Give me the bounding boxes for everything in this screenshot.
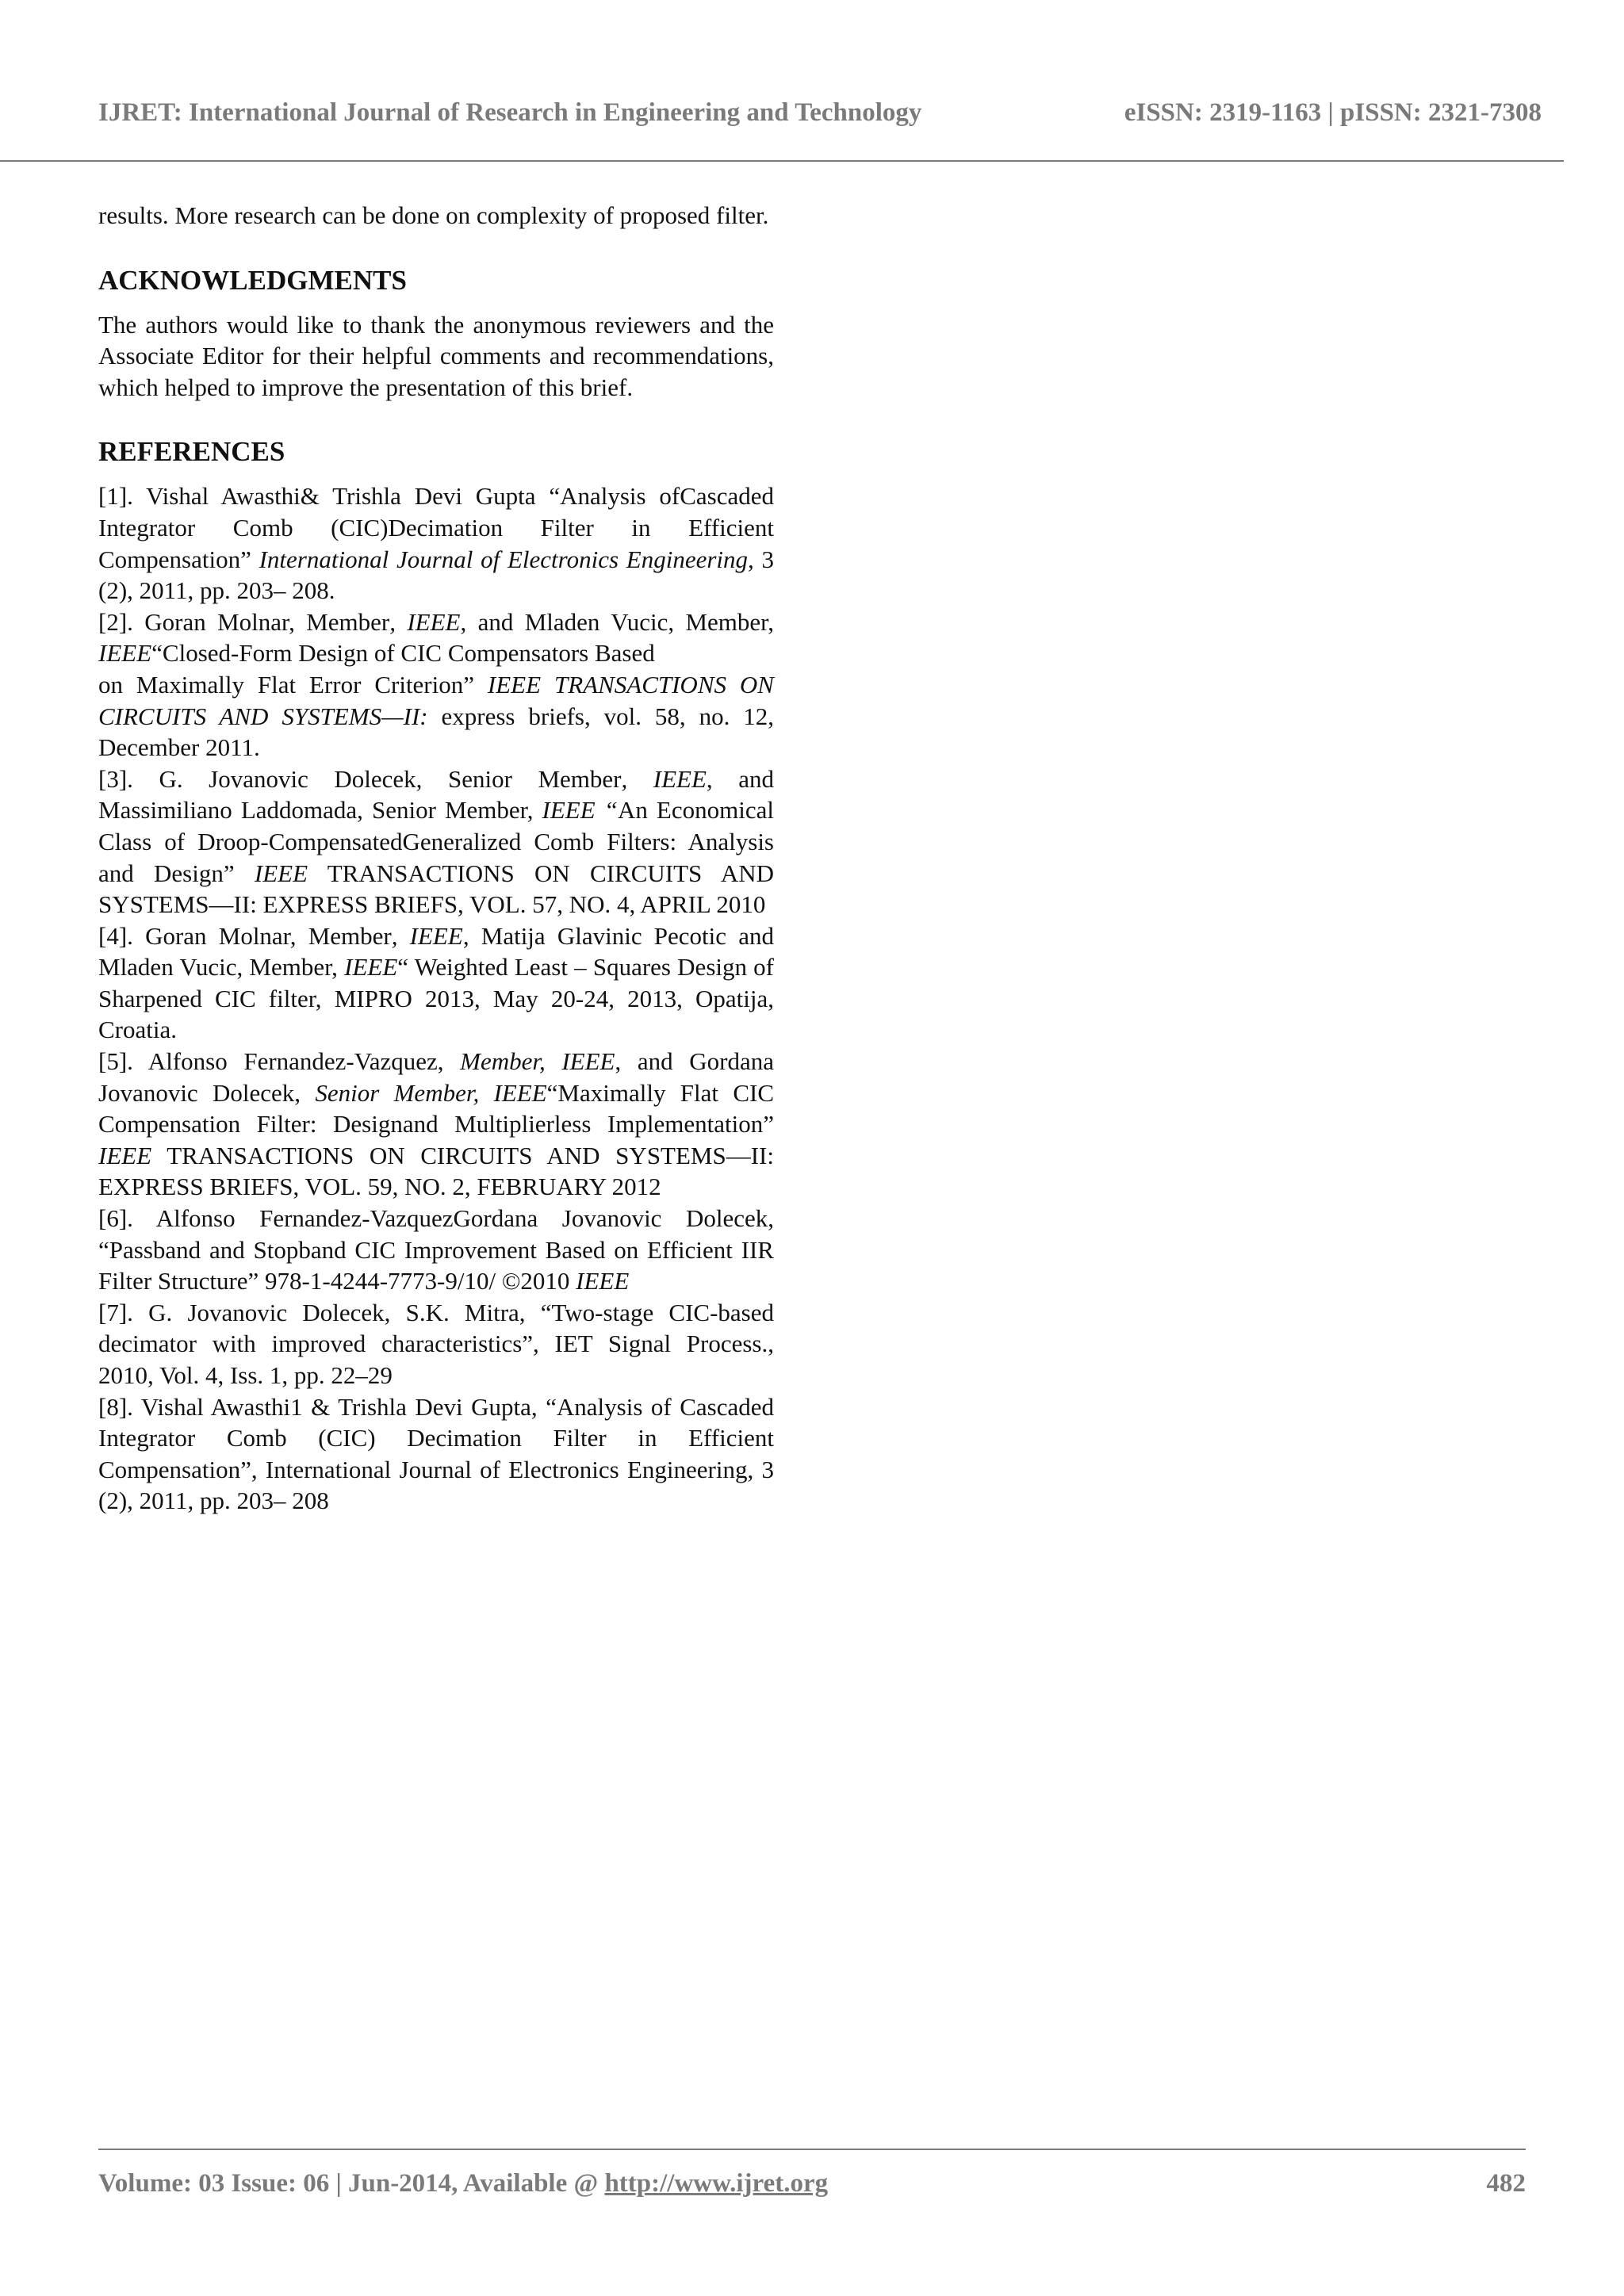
reference-6: [6]. Alfonso Fernandez-VazquezGordana Jovanovic Dolecek, “Passband and Stopband CIC Improvement Based on Efficient IIR Filter Structure” 978-1-4244-7773-9/10/ ©2010 IEEE <box>98 1204 774 1295</box>
footer-rule <box>98 2149 1526 2150</box>
reference-1: [1]. Vishal Awasthi& Trishla Devi Gupta “Analysis ofCascaded Integrator Comb (CIC)Decimation Filter in Efficient Compensation” International Journal of Electronics Engineering, 3 (2), 2011, pp. 203– 208. <box>98 482 775 605</box>
reference-list <box>98 480 774 1517</box>
volume-info: Volume: 03 Issue: 06 | Jun-2014, Available @ http://www.ijret.org <box>98 2169 829 2198</box>
reference-4: [4]. Goran Molnar, Member, IEEE, Matija Glavinic Pecotic and Mladen Vucic, Member, IEEE“ Weighted Least – Squares Design of Sharpened CIC filter, MIPRO 2013, May 20-24, 2013, Opatija, Croatia. <box>98 921 774 1044</box>
reference-8: [8]. Vishal Awasthi1 & Trishla Devi Gupta, “Analysis of Cascaded Integrator Comb (CIC) Decimation Filter in Efficient Compensation”, International Journal of Electronics Engineering, 3 (2), 2011, pp. 203– 208 <box>98 1392 774 1515</box>
issn-text: eISSN: 2319-1163 | pISSN: 2321-7308 <box>1124 98 1542 127</box>
reference-2: [2]. Goran Molnar, Member, IEEE, and Mladen Vucic, Member, IEEE“Closed-Form Design of CIC Compensators Based on Maximally Flat Error Criterion” IEEE TRANSACTIONS ON CIRCUITS AND SYSTEMS—II: express briefs, vol. 58, no. 12, December 2011. <box>98 607 774 762</box>
running-header <box>98 98 1542 133</box>
left-column <box>98 200 774 1517</box>
page-number: 482 <box>1486 2169 1526 2198</box>
running-footer <box>98 2169 1526 2204</box>
journal-link[interactable]: http://www.ijret.org <box>604 2169 829 2198</box>
reference-5: [5]. Alfonso Fernandez-Vazquez, Member, IEEE, and Gordana Jovanovic Dolecek, Senior Member, IEEE“Maximally Flat CIC Compensation Filter: Designand Multiplierless Implementation” IEEE TRANSACTIONS ON CIRCUITS AND SYSTEMS—II: EXPRESS BRIEFS, VOL. 59, NO. 2, FEBRUARY 2012 <box>98 1047 774 1201</box>
intro-paragraph: results. More research can be done on complexity of proposed filter. <box>98 201 769 229</box>
journal-title: IJRET: International Journal of Research in Engineering and Technology <box>98 98 922 127</box>
reference-3: [3]. G. Jovanovic Dolecek, Senior Member, IEEE, and Massimiliano Laddomada, Senior Member, IEEE “An Economical Class of Droop-CompensatedGeneralized Comb Filters: Analysis and Design” IEEE TRANSACTIONS ON CIRCUITS AND SYSTEMS—II: EXPRESS BRIEFS, VOL. 57, NO. 4, APRIL 2010 <box>98 764 774 919</box>
references-heading: REFERENCES <box>98 436 285 468</box>
acknowledgments-paragraph: The authors would like to thank the anonymous reviewers and the Associate Editor for their helpful comments and recommendations, which helped to improve the presentation of this brief. <box>98 310 774 401</box>
acknowledgments-heading: ACKNOWLEDGMENTS <box>98 264 407 296</box>
header-rule <box>0 160 1564 162</box>
reference-7: [7]. G. Jovanovic Dolecek, S.K. Mitra, “Two-stage CIC-based decimator with improved characteristics”, IET Signal Process., 2010, Vol. 4, Iss. 1, pp. 22–29 <box>98 1298 774 1389</box>
